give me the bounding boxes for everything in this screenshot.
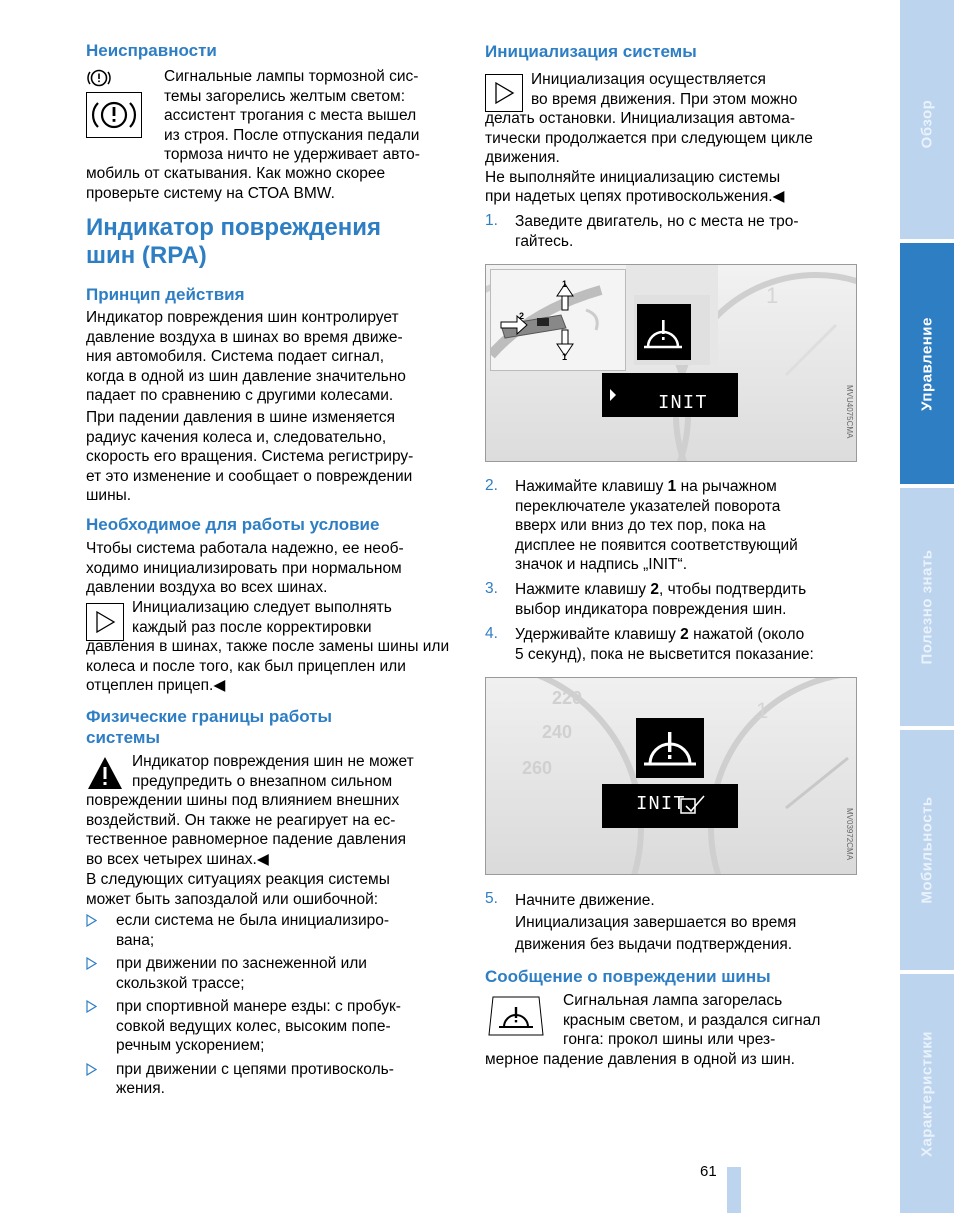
text-line: воздействий. Он также не реагирует на ес- — [86, 811, 396, 829]
text-line: при надетых цепях противоскольжения. — [485, 188, 773, 205]
step-4 — [485, 625, 865, 664]
principle-paragraph-2 — [86, 408, 466, 506]
main-heading-line: Индикатор повреждения — [86, 214, 381, 241]
step-1 — [485, 212, 865, 251]
step-number: 5. — [485, 890, 498, 907]
text-line: мерное падение давления в одной из шин. — [485, 1050, 795, 1068]
condition-paragraph — [86, 539, 466, 598]
text-line: Сигнальные лампы тормозной сис- — [164, 68, 419, 85]
text-line: тормоза ничто не удерживает авто- — [164, 146, 420, 163]
limits-heading-line: системы — [86, 728, 161, 747]
text-line: Инициализацию следует выполнять — [132, 599, 392, 616]
image-code: MV03972CMA — [845, 808, 854, 861]
text-line: выбор индикатора повреждения шин. — [515, 600, 787, 618]
text-line: колеса и после того, как был прицеплен или — [86, 657, 406, 675]
page-number: 61 — [700, 1163, 717, 1180]
text-line: скорость его вращения. Система регистриру- — [86, 448, 414, 465]
limits-heading-line: Физические границы работы — [86, 707, 333, 726]
main-heading — [86, 214, 381, 270]
text-line: гонга: прокол шины или чрез- — [563, 1031, 776, 1048]
text-line: проверьте систему на СТОА BMW. — [86, 184, 335, 202]
text-line: переключателе указателей поворота — [515, 497, 781, 515]
text-line: темы загорелись желтым светом: — [164, 87, 406, 105]
step-number: 3. — [485, 580, 498, 597]
text-line: красным светом, и раздался сигнал — [563, 1011, 821, 1029]
text-line: Удерживайте клавишу — [515, 626, 681, 643]
key-label: 1 — [667, 478, 677, 495]
init-note — [485, 70, 865, 207]
text-line: тически продолжается при следующем цикле — [485, 129, 813, 147]
text-line: Нажимайте клавишу — [515, 478, 668, 495]
text-line: предупредить о внезапном сильном — [132, 772, 393, 790]
init-display-text: INIT — [636, 793, 686, 815]
step-number: 1. — [485, 212, 498, 229]
text-line: Заведите двигатель, но с места не тро- — [515, 213, 799, 230]
text-line: Индикатор повреждения шин не может — [132, 753, 414, 770]
brake-warning-small-icon — [86, 68, 112, 88]
text-line: 5 секунд), пока не высветится показание: — [515, 645, 814, 663]
instrument-cluster-image-init — [485, 264, 857, 462]
text-line: при движении по заснеженной или — [116, 955, 367, 972]
text-line: при спортивной манере езды: с пробук- — [116, 998, 401, 1015]
text-line: ассистент трогания с места вышел — [164, 107, 417, 124]
text-line: давлении воздуха во всех шинах. — [86, 579, 328, 596]
tab-controls[interactable] — [900, 243, 954, 484]
tab-specifications[interactable] — [900, 974, 954, 1213]
list-item — [86, 997, 466, 1056]
list-item — [86, 954, 466, 993]
chapter-sidebar — [900, 0, 954, 1213]
end-mark: ◀ — [213, 677, 226, 694]
text-line: во время движения. При этом можно — [531, 90, 798, 108]
text-line: значок и надпись „INIT“. — [515, 556, 688, 573]
list-item — [86, 911, 466, 950]
text-line: давления в шинах, также после замены шины или — [86, 638, 450, 655]
key-label: 2 — [650, 581, 659, 598]
svg-text:1: 1 — [756, 698, 769, 723]
brake-warning-box-icon — [86, 92, 142, 138]
text-line: мобиль от скатывания. Как можно скорее — [86, 165, 386, 182]
text-line: скользкой трассе; — [116, 974, 245, 992]
text-line: из строя. После отпускания педали — [164, 126, 420, 144]
tab-useful-info[interactable] — [900, 488, 954, 726]
end-mark: ◀ — [772, 188, 785, 205]
text-line: отцеплен прицеп. — [86, 677, 214, 694]
text-line: нажатой (около — [688, 626, 805, 643]
limits-warning — [86, 752, 466, 869]
tab-label: Обзор — [918, 99, 936, 149]
text-line: движения без выдачи подтверждения. — [515, 936, 793, 953]
text-line: когда в одной из шин давление значительно — [86, 367, 406, 385]
page-marker — [727, 1167, 741, 1213]
condition-heading: Необходимое для работы условие — [86, 515, 380, 534]
text-line: Нажмите клавишу — [515, 581, 651, 598]
principle-heading: Принцип действия — [86, 285, 245, 304]
step-number: 2. — [485, 477, 498, 494]
lever-label: 1 — [562, 352, 568, 362]
step-3 — [485, 580, 865, 619]
limits-paragraph-2 — [86, 870, 466, 909]
limits-heading — [86, 706, 332, 748]
damage-text — [485, 991, 865, 1069]
tab-mobility[interactable] — [900, 730, 954, 970]
end-mark: ◀ — [256, 850, 269, 868]
text-line: вверх или вниз до тех пор, пока на — [515, 517, 766, 534]
condition-note — [86, 598, 466, 696]
text-line: , чтобы подтвердить — [658, 581, 807, 598]
speed-label: 220 — [552, 688, 583, 708]
text-line: повреждении шины под влиянием внешних — [86, 792, 400, 809]
tab-label: Характеристики — [918, 1030, 936, 1157]
text-line: ет это изменение и сообщает о повреждении — [86, 467, 413, 485]
lever-label: 1 — [562, 279, 568, 289]
text-line: ния автомобиля. Система подает сигнал, — [86, 348, 385, 365]
text-line: В следующих ситуациях реакция системы — [86, 871, 390, 888]
image-code: MVU4075CMA — [845, 385, 854, 439]
text-line: Сигнальная лампа загорелась — [563, 992, 783, 1009]
list-item — [86, 1060, 466, 1099]
speed-label: 260 — [522, 758, 553, 778]
bullet-arrow-icon — [86, 957, 97, 975]
key-label: 2 — [680, 626, 689, 643]
step-2 — [485, 477, 865, 575]
text-line: может быть запоздалой или ошибочной: — [86, 890, 379, 908]
bullet-arrow-icon — [86, 914, 97, 932]
instrument-cluster-image-confirm — [485, 677, 857, 875]
text-line: делать остановки. Инициализация автома- — [485, 110, 796, 127]
tab-label: Мобильность — [918, 796, 936, 904]
text-line: жения. — [116, 1080, 165, 1097]
text-line: дисплее не появится соответствующий — [515, 536, 798, 554]
text-line: давление воздуха в шинах во время движе- — [86, 328, 403, 346]
text-line: падает по сравнению с другими колесами. — [86, 387, 394, 404]
bullet-arrow-icon — [86, 1000, 97, 1018]
text-line: во всех четырех шинах. — [86, 850, 257, 868]
init-heading: Инициализация системы — [485, 42, 697, 61]
text-line: шины. — [86, 487, 132, 504]
bullet-arrow-icon — [86, 1063, 97, 1081]
svg-text:1: 1 — [766, 283, 779, 308]
text-line: Не выполняйте инициализацию системы — [485, 168, 781, 186]
step-number: 4. — [485, 625, 498, 642]
main-heading-line: шин (RPA) — [86, 242, 207, 269]
text-line: Инициализация завершается во время — [515, 914, 797, 931]
text-line: Чтобы система работала надежно, ее необ- — [86, 540, 404, 557]
text-line: движения. — [485, 149, 560, 166]
faults-text-cont — [86, 164, 466, 203]
init-display-text: INIT — [658, 392, 708, 414]
damage-heading: Сообщение о повреждении шины — [485, 967, 771, 986]
text-line: При падении давления в шине изменяется — [86, 409, 396, 426]
tab-label: Полезно знать — [918, 549, 936, 665]
text-line: гайтесь. — [515, 232, 574, 250]
turn-signal-lever-inset — [490, 269, 626, 371]
lever-label: 2 — [519, 311, 525, 321]
principle-paragraph-1 — [86, 308, 466, 406]
text-line: Инициализация осуществляется — [531, 71, 766, 88]
text-line: Индикатор повреждения шин контролирует — [86, 309, 399, 326]
faults-text — [164, 67, 464, 165]
text-line: вана; — [116, 931, 155, 949]
text-line: на рычажном — [676, 478, 777, 495]
tab-overview[interactable] — [900, 0, 954, 239]
text-line: каждый раз после корректировки — [132, 618, 372, 636]
tab-label: Управление — [918, 316, 936, 411]
text-line: ходимо инициализировать при нормальном — [86, 559, 402, 577]
text-line: при движении с цепями противосколь- — [116, 1060, 394, 1078]
step-5 — [485, 890, 865, 956]
text-line: совкой ведущих колес, высоким попе- — [116, 1017, 391, 1035]
text-line: речным ускорением; — [116, 1037, 265, 1054]
speed-label: 240 — [542, 722, 573, 742]
text-line: радиус качения колеса и, следовательно, — [86, 428, 387, 446]
text-line: если система не была инициализиро- — [116, 912, 390, 929]
text-line: Начните движение. — [515, 892, 655, 909]
faults-heading: Неисправности — [86, 41, 217, 60]
text-line: тественное равномерное падение давления — [86, 831, 407, 848]
